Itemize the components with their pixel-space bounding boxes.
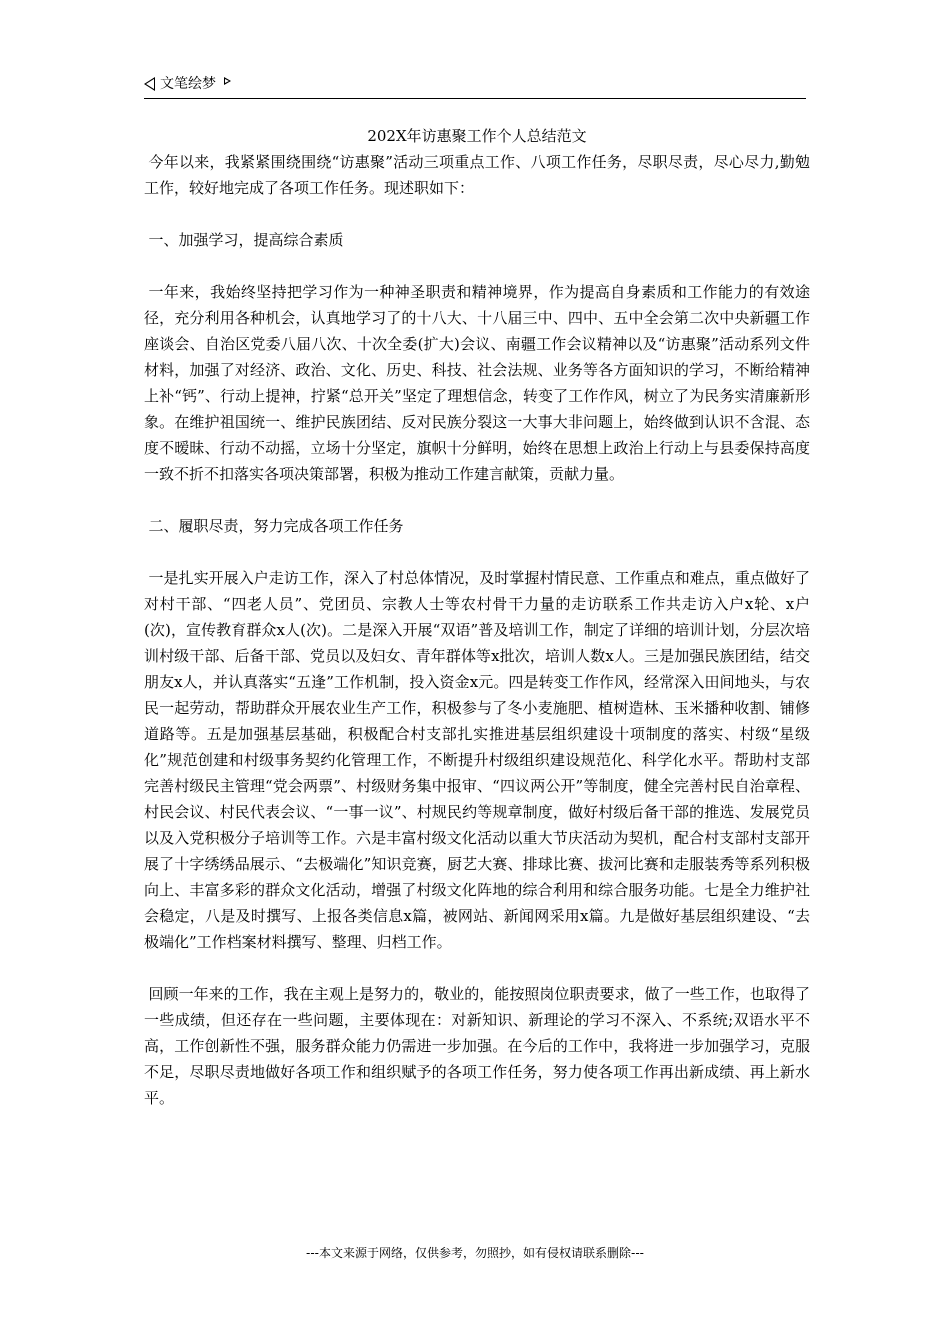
blank-line	[144, 201, 810, 227]
page-header	[144, 72, 806, 99]
blank-line	[144, 487, 810, 513]
section-1-paragraph: 一年来，我始终坚持把学习作为一种神圣职责和精神境界，作为提高自身素质和工作能力的有效途径，充分利用各种机会，认真地学习了的十八大、十八届三中、四中、五中全会第二次中央新疆工作座谈会、自治区党委八届八次、十次全委(扩大)会议、南疆工作会议精神以及“访惠聚”活动系列文件材料，加强了对经济、政治、文化、历史、科技、社会法规、业务等各方面知识的学习，不断给精神上补“钙”、行动上提神，拧紧“总开关”坚定了理想信念，转变了工作作风，树立了为民务实清廉新形象。在维护祖国统一、维护民族团结、反对民族分裂这一大事大非问题上，始终做到认识不含混、态度不暧昧、行动不动摇，立场十分坚定，旗帜十分鲜明，始终在思想上政治上行动上与县委保持高度一致不折不扣落实各项决策部署，积极为推动工作建言献策，贡献力量。	[144, 283, 810, 483]
blank-line	[144, 955, 810, 981]
section-heading-2: 二、履职尽责，努力完成各项工作任务	[148, 517, 404, 535]
section-heading-1: 一、加强学习，提高综合素质	[148, 231, 344, 249]
triangle-left-icon	[144, 77, 155, 91]
document-title: 202X年访惠聚工作个人总结范文	[367, 127, 587, 145]
intro-paragraph: 今年以来，我紧紧围绕围绕“访惠聚”活动三项重点工作、八项工作任务，尽职尽责，尽心尽力,勤勉工作，较好地完成了各项工作任务。现述职如下：	[144, 153, 810, 197]
conclusion-paragraph: 回顾一年来的工作，我在主观上是努力的，敬业的，能按照岗位职责要求，做了一些工作，也取得了一些成绩，但还存在一些问题，主要体现在：对新知识、新理论的学习不深入、不系统;双语水平不高，工作创新性不强，服务群众能力仍需进一步加强。在今后的工作中，我将进一步加强学习，克服不足，尽职尽责地做好各项工作和组织赋予的各项工作任务，努力使各项工作再出新成绩、再上新水平。	[144, 985, 810, 1107]
document-body	[144, 123, 810, 1111]
triangle-right-icon	[224, 77, 231, 85]
blank-line	[144, 253, 810, 279]
footer-disclaimer: ---本文来源于网络，仅供参考，勿照抄，如有侵权请联系删除---	[306, 1246, 644, 1260]
brand-name: 文笔绘梦	[160, 76, 216, 92]
section-2-paragraph: 一是扎实开展入户走访工作，深入了村总体情况，及时掌握村情民意、工作重点和难点，重点做好了对村干部、“四老人员”、党团员、宗教人士等农村骨干力量的走访联系工作共走访入户x轮、x户(次)，宣传教育群众x人(次)。二是深入开展“双语”普及培训工作，制定了详细的培训计划，分层次培训村级干部、后备干部、党员以及妇女、青年群体等x批次，培训人数x人。三是加强民族团结，结交朋友x人，并认真落实“五逢”工作机制，投入资金x元。四是转变工作作风，经常深入田间地头，与农民一起劳动，帮助群众开展农业生产工作，积极参与了冬小麦施肥、植树造林、玉米播种收割、铺修道路等。五是加强基层基础，积极配合村支部扎实推进基层组织建设十项制度的落实、村级“星级化”规范创建和村级事务契约化管理工作，不断提升村级组织建设规范化、科学化水平。帮助村支部完善村级民主管理“党会两票”、村级财务集中报审、“四议两公开”等制度，健全完善村民自治章程、村民会议、村民代表会议、“一事一议”、村规民约等规章制度，做好村级后备干部的推选、发展党员以及入党积极分子培训等工作。六是丰富村级文化活动以重大节庆活动为契机，配合村支部村支部开展了十字绣绣品展示、“去极端化”知识竞赛，厨艺大赛、排球比赛、拔河比赛和走服装秀等系列积极向上、丰富多彩的群众文化活动，增强了村级文化阵地的综合利用和综合服务功能。七是全力维护社会稳定，八是及时撰写、上报各类信息x篇，被网站、新闻网采用x篇。九是做好基层组织建设、“去极端化”工作档案材料撰写、整理、归档工作。	[144, 569, 810, 951]
brand	[144, 76, 231, 92]
blank-line	[144, 539, 810, 565]
